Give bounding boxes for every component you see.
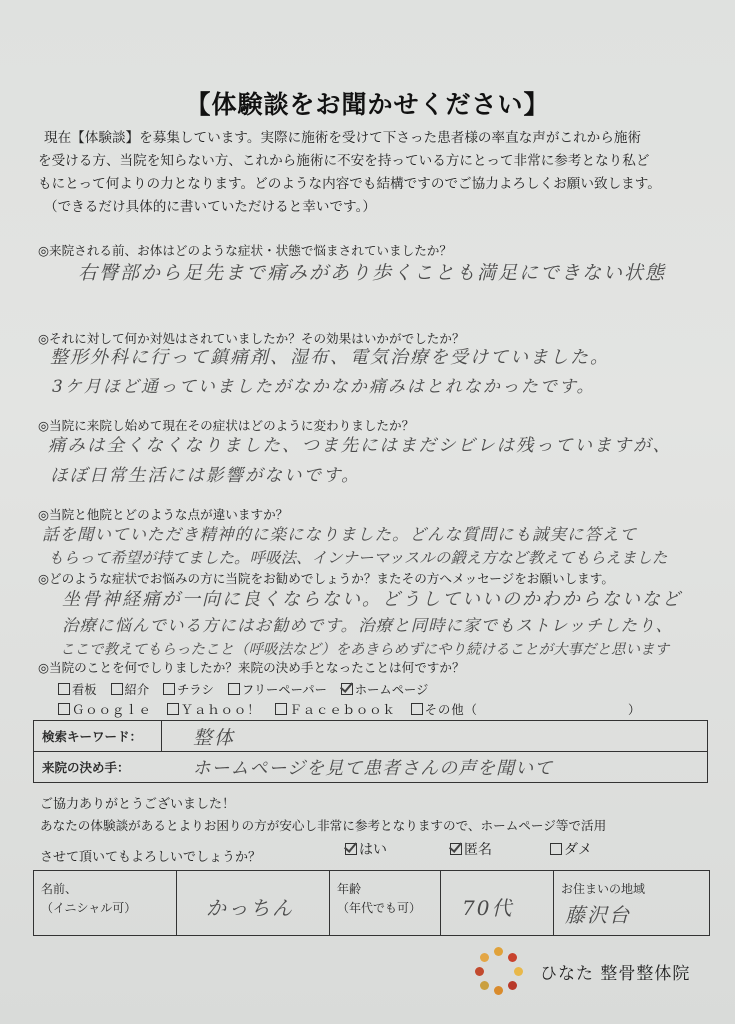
checkbox-icon[interactable] — [228, 683, 240, 695]
name-label-note: （イニシャル可） — [41, 901, 137, 915]
age-label: 年齢 — [337, 882, 362, 896]
source-checkboxes-row1 — [58, 680, 438, 698]
consent-no[interactable]: ダメ — [550, 839, 592, 859]
logo-dot — [508, 953, 517, 962]
source-option[interactable]: チラシ — [163, 683, 214, 697]
source-option[interactable]: 紹介 — [111, 683, 150, 697]
intro-line: 現在【体験談】を募集しています。実際に施術を受けて下さった患者様の率直な声がこれから施術 — [44, 130, 642, 146]
checkbox-icon[interactable] — [167, 703, 179, 715]
checkbox-icon[interactable] — [275, 703, 287, 715]
logo-dot — [494, 947, 503, 956]
source-option[interactable]: フリーペーパー — [228, 683, 327, 697]
name-label: 名前、 — [41, 882, 78, 896]
decision-field[interactable] — [162, 752, 708, 783]
logo-dot — [475, 967, 484, 976]
name-field[interactable] — [177, 871, 330, 936]
checkbox-icon[interactable] — [411, 703, 423, 715]
question-prior-treatment: ◎それに対して何か対処はされていましたか？その効果はいかがでしたか？ — [38, 331, 465, 346]
checkbox-checked-icon[interactable] — [341, 683, 353, 695]
decision-value: ホームページを見て患者さんの声を聞いて — [192, 758, 554, 779]
checkbox-checked-icon[interactable] — [345, 843, 357, 855]
question-symptoms: ◎来院される前、お体はどのような症状・状態で悩まされていましたか？ — [38, 243, 452, 258]
intro-line: （できるだけ具体的に書いていただけると幸いです。） — [44, 199, 376, 215]
checkbox-icon[interactable] — [111, 683, 123, 695]
name-value: かっちん — [206, 896, 294, 920]
checkbox-icon[interactable] — [58, 683, 70, 695]
logo-dot — [480, 981, 489, 990]
area-value: 藤沢台 — [565, 903, 631, 927]
clinic-logo-icon — [475, 947, 523, 995]
thanks-line: あなたの体験談があるとよりお困りの方が安心し非常に参考となりますので、ホームページ等で活用 — [40, 818, 607, 833]
answer-recommendation-line: 坐骨神経痛が一向に良くならない。どうしていいのかわからないなど — [62, 589, 682, 610]
source-option[interactable]: その他（ ） — [411, 703, 642, 717]
age-label-note: （年代でも可） — [337, 901, 422, 915]
source-option[interactable]: ホームページ — [341, 683, 429, 697]
checkbox-icon[interactable] — [58, 703, 70, 715]
area-cell[interactable] — [554, 871, 710, 936]
thanks-line: ご協力ありがとうございました！ — [40, 797, 236, 812]
keyword-value: 整体 — [193, 726, 236, 749]
question-difference: ◎当院と他院とどのような点が違いますか？ — [38, 507, 289, 522]
info-table — [33, 870, 710, 936]
checkbox-checked-icon[interactable] — [450, 843, 462, 855]
answer-prior-treatment-line: 整形外科に行って鎮痛剤、湿布、電気治療を受けていました。 — [50, 347, 610, 368]
age-value: 70代 — [462, 896, 514, 920]
question-recommendation: ◎どのような症状でお悩みの方に当院をお勧めでしょうか？またその方へメッセージをお願いします。 — [38, 571, 614, 586]
source-option[interactable]: Ｇｏｏｇｌｅ — [58, 703, 152, 717]
source-option[interactable]: 看板 — [58, 683, 97, 697]
area-label: お住まいの地域 — [561, 882, 646, 896]
answer-current-state-line: ほぼ日常生活には影響がないです。 — [50, 466, 361, 486]
intro-text — [38, 127, 718, 219]
age-label-cell — [330, 871, 441, 936]
consent-anonymous[interactable]: 匿名 — [450, 839, 492, 859]
page-title: 【体験談をお聞かせください】 — [185, 90, 550, 119]
answer-recommendation-line: 治療に悩んでいる方にはお勧めです。治療と同時に家でもストレッチしたり、 — [62, 616, 674, 635]
keyword-label: 検索キーワード： — [34, 721, 162, 752]
name-label-cell — [34, 871, 177, 936]
keyword-field[interactable] — [162, 721, 708, 752]
intro-line: を受ける方、当院を知らない方、これから施術に不安を持っている方にとって非常に参考となり私ど — [38, 153, 650, 169]
clinic-name: ひなた 整骨整体院 — [540, 964, 691, 984]
answer-prior-treatment-line: 3ケ月ほど通っていましたがなかなか痛みはとれなかったです。 — [52, 377, 596, 397]
question-current-state: ◎当院に来院し始めて現在その症状はどのように変わりましたか？ — [38, 418, 415, 433]
intro-line: もにとって何よりの力となります。どのような内容でも結構ですのでご協力よろしくお願い致します。 — [38, 176, 661, 192]
logo-dot — [508, 981, 517, 990]
source-option[interactable]: Ｆａｃｅｂｏｏｋ — [275, 703, 395, 717]
logo-dot — [480, 953, 489, 962]
decision-label: 来院の決め手： — [34, 752, 162, 783]
thanks-line: させて頂いてもよろしいでしょうか？ — [40, 850, 262, 865]
checkbox-icon[interactable] — [550, 843, 562, 855]
consent-yes[interactable]: はい — [345, 839, 387, 859]
logo-dot — [494, 986, 503, 995]
answer-current-state-line: 痛みは全くなくなりました、つま先にはまだシビレは残っていますが、 — [48, 436, 672, 456]
answer-recommendation-line: ここで教えてもらったこと（呼吸法など）をあきらめずにやり続けることが大事だと思います — [60, 642, 669, 658]
keyword-table — [33, 720, 708, 783]
age-field[interactable] — [441, 871, 554, 936]
answer-difference-line: もらって希望が持てました。呼吸法、インナーマッスルの鍛え方など教えてもらえました — [48, 549, 668, 567]
answer-symptoms-line: 右臀部から足先まで痛みがあり歩くことも満足にできない状態 — [78, 262, 667, 284]
source-checkboxes-row2 — [58, 700, 651, 718]
answer-difference-line: 話を聞いていただき精神的に楽になりました。どんな質問にも誠実に答えて — [42, 525, 637, 544]
checkbox-icon[interactable] — [163, 683, 175, 695]
logo-dot — [514, 967, 523, 976]
question-how-found: ◎当院のことを何でしりましたか？来院の決め手となったことは何ですか？ — [38, 660, 465, 675]
source-option[interactable]: Ｙａｈｏｏ！ — [167, 703, 261, 717]
